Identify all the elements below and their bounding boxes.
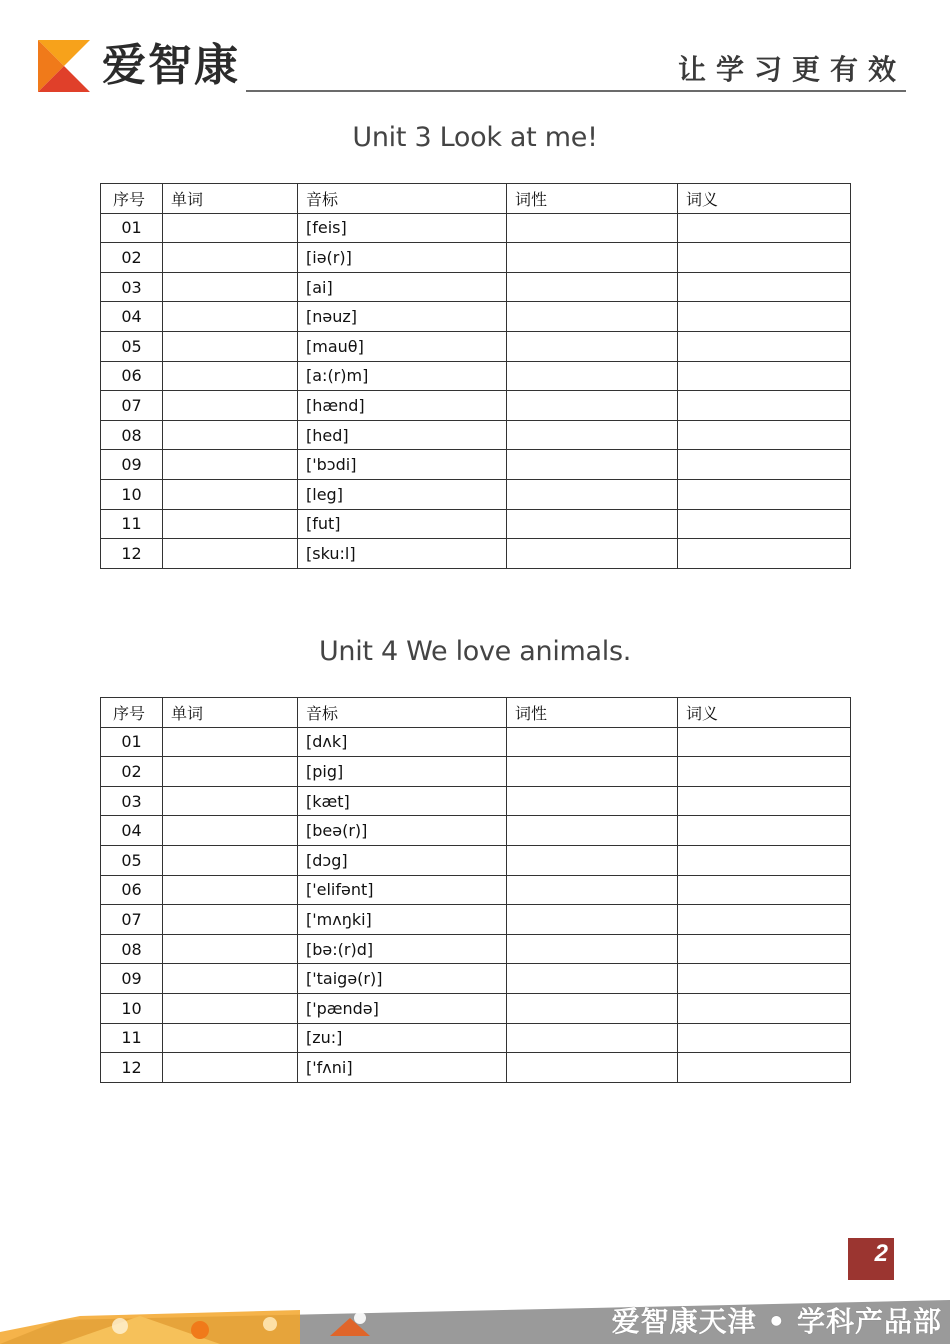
- word-cell: [163, 420, 298, 450]
- word-cell: [163, 905, 298, 935]
- row-number: 08: [101, 420, 163, 450]
- meaning-cell: [678, 1023, 851, 1053]
- table-row: [101, 331, 851, 361]
- meaning-cell: [678, 934, 851, 964]
- meaning-cell: [678, 905, 851, 935]
- phonetic-cell: ['bɔdi]: [298, 450, 507, 480]
- table-row: [101, 934, 851, 964]
- phonetic-cell: [iə(r)]: [298, 243, 507, 273]
- brand-logo-icon: [38, 40, 90, 92]
- row-number: 09: [101, 964, 163, 994]
- phonetic-cell: ['elifənt]: [298, 875, 507, 905]
- word-cell: [163, 934, 298, 964]
- part-of-speech-cell: [507, 302, 678, 332]
- table-row: [101, 420, 851, 450]
- phonetic-cell: [hed]: [298, 420, 507, 450]
- row-number: 10: [101, 993, 163, 1023]
- word-cell: [163, 243, 298, 273]
- meaning-cell: [678, 361, 851, 391]
- table-row: [101, 875, 851, 905]
- phonetic-cell: ['taigə(r)]: [298, 964, 507, 994]
- row-number: 04: [101, 816, 163, 846]
- col-header-meaning: 词义: [678, 698, 851, 728]
- row-number: 01: [101, 213, 163, 243]
- col-header-part-of-speech: 词性: [507, 698, 678, 728]
- table-row: [101, 272, 851, 302]
- row-number: 04: [101, 302, 163, 332]
- row-number: 06: [101, 875, 163, 905]
- col-header-phonetic: 音标: [298, 184, 507, 214]
- header-divider: [246, 90, 906, 92]
- unit4-vocab-table: [100, 697, 851, 1083]
- meaning-cell: [678, 845, 851, 875]
- row-number: 02: [101, 243, 163, 273]
- word-cell: [163, 993, 298, 1023]
- meaning-cell: [678, 302, 851, 332]
- row-number: 03: [101, 272, 163, 302]
- word-cell: [163, 213, 298, 243]
- table-row: [101, 243, 851, 273]
- phonetic-cell: ['mʌŋki]: [298, 905, 507, 935]
- meaning-cell: [678, 479, 851, 509]
- part-of-speech-cell: [507, 727, 678, 757]
- meaning-cell: [678, 509, 851, 539]
- part-of-speech-cell: [507, 875, 678, 905]
- col-header-phonetic: 音标: [298, 698, 507, 728]
- table-row: [101, 905, 851, 935]
- phonetic-cell: [nəuz]: [298, 302, 507, 332]
- table-row: [101, 1053, 851, 1083]
- row-number: 11: [101, 509, 163, 539]
- row-number: 12: [101, 539, 163, 569]
- word-cell: [163, 1053, 298, 1083]
- word-cell: [163, 727, 298, 757]
- row-number: 02: [101, 757, 163, 787]
- word-cell: [163, 272, 298, 302]
- phonetic-cell: [dɔg]: [298, 845, 507, 875]
- part-of-speech-cell: [507, 905, 678, 935]
- meaning-cell: [678, 727, 851, 757]
- meaning-cell: [678, 757, 851, 787]
- meaning-cell: [678, 391, 851, 421]
- row-number: 08: [101, 934, 163, 964]
- col-header-number: 序号: [101, 698, 163, 728]
- phonetic-cell: [beə(r)]: [298, 816, 507, 846]
- part-of-speech-cell: [507, 331, 678, 361]
- part-of-speech-cell: [507, 934, 678, 964]
- col-header-meaning: 词义: [678, 184, 851, 214]
- word-cell: [163, 509, 298, 539]
- phonetic-cell: [leg]: [298, 479, 507, 509]
- table-row: [101, 1023, 851, 1053]
- col-header-word: 单词: [163, 184, 298, 214]
- part-of-speech-cell: [507, 391, 678, 421]
- part-of-speech-cell: [507, 539, 678, 569]
- part-of-speech-cell: [507, 1023, 678, 1053]
- row-number: 05: [101, 331, 163, 361]
- meaning-cell: [678, 420, 851, 450]
- meaning-cell: [678, 331, 851, 361]
- table-row: [101, 845, 851, 875]
- word-cell: [163, 845, 298, 875]
- meaning-cell: [678, 539, 851, 569]
- col-header-part-of-speech: 词性: [507, 184, 678, 214]
- part-of-speech-cell: [507, 243, 678, 273]
- word-cell: [163, 361, 298, 391]
- word-cell: [163, 450, 298, 480]
- phonetic-cell: [dʌk]: [298, 727, 507, 757]
- row-number: 07: [101, 905, 163, 935]
- phonetic-cell: [feis]: [298, 213, 507, 243]
- part-of-speech-cell: [507, 420, 678, 450]
- part-of-speech-cell: [507, 816, 678, 846]
- phonetic-cell: [hænd]: [298, 391, 507, 421]
- table-header-row: [101, 698, 851, 728]
- brand-name: 爱智康: [102, 40, 240, 91]
- row-number: 07: [101, 391, 163, 421]
- word-cell: [163, 875, 298, 905]
- col-header-word: 单词: [163, 698, 298, 728]
- table-row: [101, 509, 851, 539]
- word-cell: [163, 1023, 298, 1053]
- footer-text: 爱智康天津 • 学科产品部: [611, 1305, 942, 1338]
- table-row: [101, 479, 851, 509]
- word-cell: [163, 757, 298, 787]
- phonetic-cell: [fut]: [298, 509, 507, 539]
- meaning-cell: [678, 816, 851, 846]
- meaning-cell: [678, 272, 851, 302]
- meaning-cell: [678, 993, 851, 1023]
- part-of-speech-cell: [507, 479, 678, 509]
- row-number: 03: [101, 786, 163, 816]
- row-number: 01: [101, 727, 163, 757]
- table-row: [101, 391, 851, 421]
- table-row: [101, 786, 851, 816]
- table-row: [101, 964, 851, 994]
- row-number: 10: [101, 479, 163, 509]
- phonetic-cell: ['fʌni]: [298, 1053, 507, 1083]
- part-of-speech-cell: [507, 213, 678, 243]
- meaning-cell: [678, 450, 851, 480]
- phonetic-cell: [sku:l]: [298, 539, 507, 569]
- word-cell: [163, 816, 298, 846]
- part-of-speech-cell: [507, 786, 678, 816]
- part-of-speech-cell: [507, 757, 678, 787]
- meaning-cell: [678, 243, 851, 273]
- part-of-speech-cell: [507, 845, 678, 875]
- col-header-number: 序号: [101, 184, 163, 214]
- row-number: 06: [101, 361, 163, 391]
- word-cell: [163, 539, 298, 569]
- table-row: [101, 302, 851, 332]
- part-of-speech-cell: [507, 993, 678, 1023]
- table-row: [101, 993, 851, 1023]
- word-cell: [163, 964, 298, 994]
- word-cell: [163, 302, 298, 332]
- part-of-speech-cell: [507, 450, 678, 480]
- phonetic-cell: [zu:]: [298, 1023, 507, 1053]
- part-of-speech-cell: [507, 509, 678, 539]
- table-row: [101, 727, 851, 757]
- phonetic-cell: [ai]: [298, 272, 507, 302]
- phonetic-cell: [pig]: [298, 757, 507, 787]
- table-row: [101, 816, 851, 846]
- row-number: 12: [101, 1053, 163, 1083]
- page-number-badge: 2: [848, 1238, 894, 1280]
- table-row: [101, 757, 851, 787]
- phonetic-cell: [a:(r)m]: [298, 361, 507, 391]
- table-row: [101, 213, 851, 243]
- meaning-cell: [678, 1053, 851, 1083]
- table-row: [101, 450, 851, 480]
- unit4-title: Unit 4 We love animals.: [318, 636, 632, 667]
- meaning-cell: [678, 213, 851, 243]
- part-of-speech-cell: [507, 1053, 678, 1083]
- row-number: 05: [101, 845, 163, 875]
- phonetic-cell: [bə:(r)d]: [298, 934, 507, 964]
- slogan: 让学习更有效: [677, 53, 906, 86]
- phonetic-cell: ['pændə]: [298, 993, 507, 1023]
- word-cell: [163, 786, 298, 816]
- row-number: 11: [101, 1023, 163, 1053]
- word-cell: [163, 331, 298, 361]
- table-row: [101, 539, 851, 569]
- table-header-row: [101, 184, 851, 214]
- unit3-title: Unit 3 Look at me!: [352, 122, 598, 153]
- unit3-vocab-table: [100, 183, 851, 569]
- meaning-cell: [678, 875, 851, 905]
- row-number: 09: [101, 450, 163, 480]
- phonetic-cell: [kæt]: [298, 786, 507, 816]
- meaning-cell: [678, 964, 851, 994]
- table-row: [101, 361, 851, 391]
- part-of-speech-cell: [507, 272, 678, 302]
- phonetic-cell: [mauθ]: [298, 331, 507, 361]
- part-of-speech-cell: [507, 361, 678, 391]
- word-cell: [163, 479, 298, 509]
- meaning-cell: [678, 786, 851, 816]
- word-cell: [163, 391, 298, 421]
- part-of-speech-cell: [507, 964, 678, 994]
